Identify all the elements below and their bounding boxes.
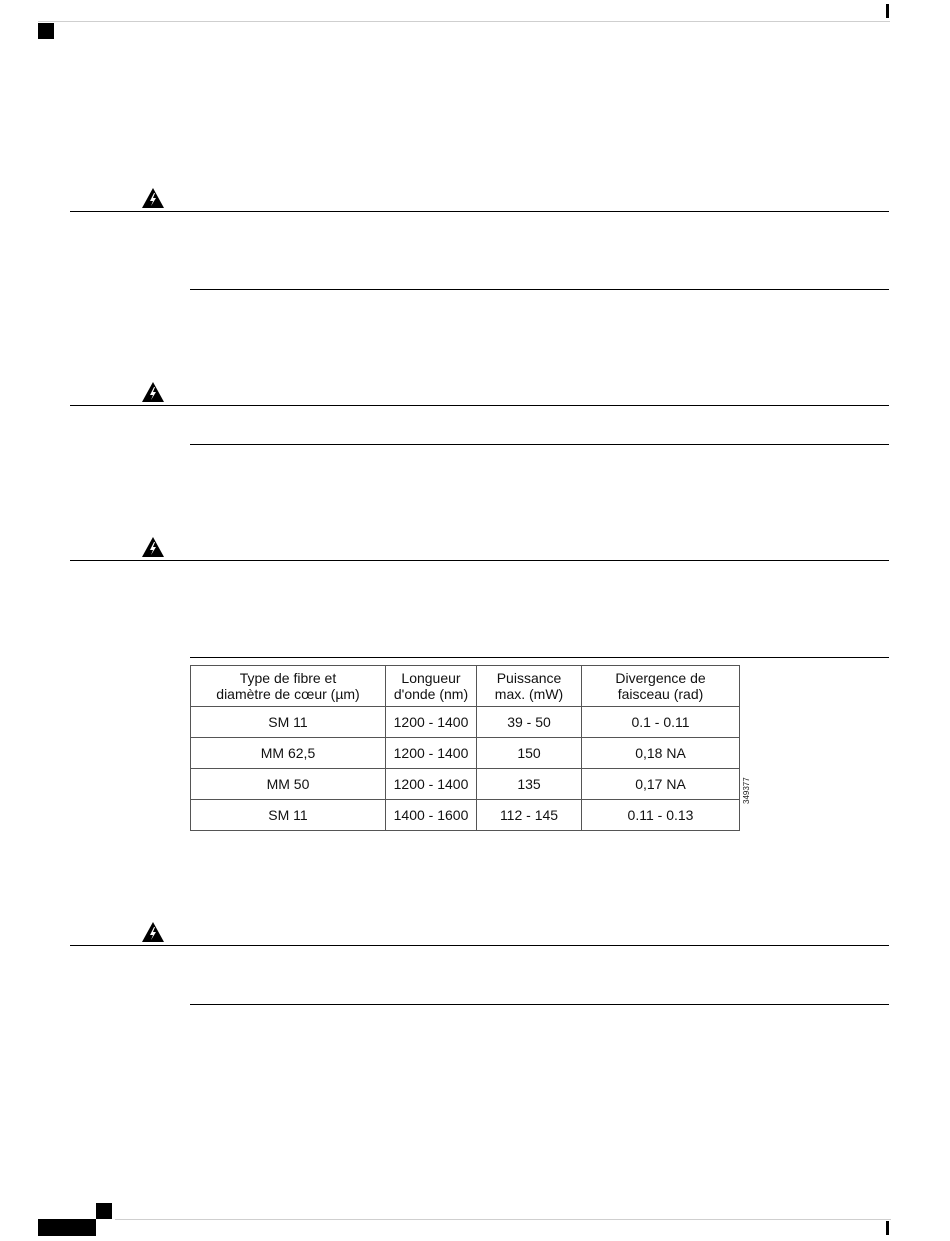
warning-rule-bottom xyxy=(190,1004,889,1005)
table-header-row xyxy=(191,666,740,707)
warning-icon xyxy=(141,536,165,558)
warning-rule-top xyxy=(70,560,889,561)
table-cell: 1200 - 1400 xyxy=(386,707,477,738)
table-row xyxy=(191,707,740,738)
table-cell: 0.1 - 0.11 xyxy=(582,707,740,738)
table-row xyxy=(191,769,740,800)
fiber-spec-figure xyxy=(190,665,740,830)
fiber-spec-table xyxy=(190,665,740,831)
warning-rule-top xyxy=(70,945,889,946)
footer-marker xyxy=(96,1203,112,1219)
table-cell: 39 - 50 xyxy=(477,707,582,738)
column-header: Divergence de faisceau (rad) xyxy=(582,666,740,707)
warning-rule-top xyxy=(70,405,889,406)
column-header: Puissance max. (mW) xyxy=(477,666,582,707)
figure-id: 349377 xyxy=(742,777,751,804)
table-cell: SM 11 xyxy=(191,707,386,738)
warning-rule-top xyxy=(70,211,889,212)
table-cell: MM 50 xyxy=(191,769,386,800)
table-row xyxy=(191,738,740,769)
table-cell: 150 xyxy=(477,738,582,769)
table-cell: MM 62,5 xyxy=(191,738,386,769)
warning-icon xyxy=(141,187,165,209)
table-cell: 112 - 145 xyxy=(477,800,582,831)
table-cell: 1200 - 1400 xyxy=(386,769,477,800)
table-cell: 1400 - 1600 xyxy=(386,800,477,831)
footer-rule xyxy=(115,1219,891,1220)
warning-icon xyxy=(141,921,165,943)
warning-icon xyxy=(141,381,165,403)
table-cell: 0.11 - 0.13 xyxy=(582,800,740,831)
table-cell: 0,18 NA xyxy=(582,738,740,769)
header-rule xyxy=(38,21,890,22)
footer-tick xyxy=(886,1221,889,1235)
warning-rule-bottom xyxy=(190,444,889,445)
table-cell: 135 xyxy=(477,769,582,800)
column-header: Type de fibre et diamètre de cœur (µm) xyxy=(191,666,386,707)
footer-page-tab xyxy=(38,1219,96,1236)
column-header: Longueur d'onde (nm) xyxy=(386,666,477,707)
table-row xyxy=(191,800,740,831)
table-cell: 1200 - 1400 xyxy=(386,738,477,769)
header-marker xyxy=(38,23,54,39)
table-cell: SM 11 xyxy=(191,800,386,831)
table-cell: 0,17 NA xyxy=(582,769,740,800)
warning-rule-bottom xyxy=(190,289,889,290)
header-tick xyxy=(886,4,889,18)
warning-rule-bottom xyxy=(190,657,889,658)
